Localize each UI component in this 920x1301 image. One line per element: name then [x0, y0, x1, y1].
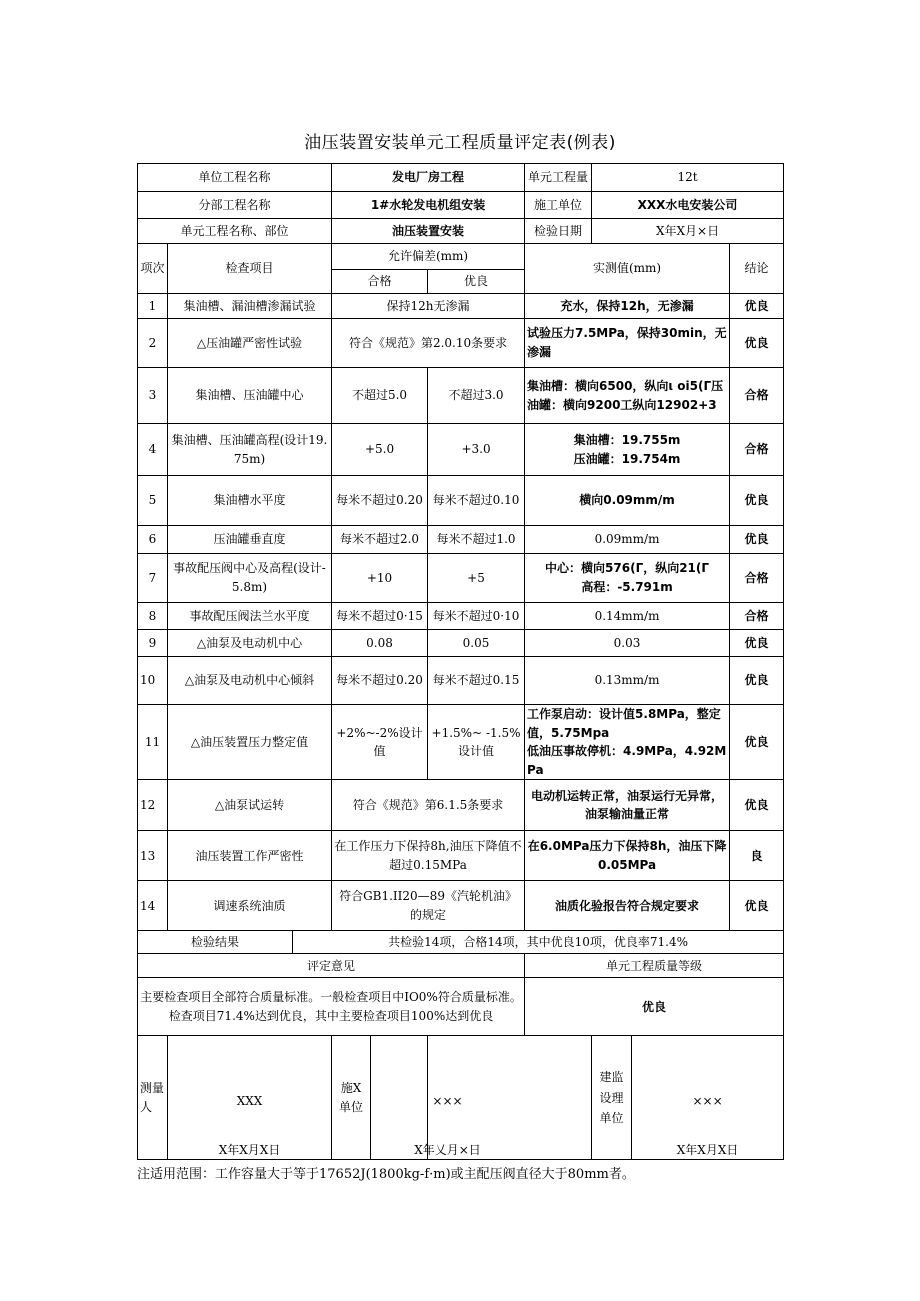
builder-block [332, 1036, 481, 1160]
element-name-label: 单元工程名称、部位 [138, 219, 332, 244]
row-spec: 在工作压力下保持8h,油压下降值不超过0.15MPa [332, 831, 525, 881]
table-row [138, 705, 784, 780]
row-excellent: 每米不超过1.0 [428, 526, 525, 554]
row-measured: 0.13mm/m [525, 657, 730, 705]
row-measured: 横向0.09mm/m [525, 476, 730, 526]
evaluation-text [138, 978, 525, 1036]
row-qualified: 不超过5.0 [332, 368, 428, 424]
builder-label [332, 1036, 371, 1159]
row-measured: 油质化验报告符合规定要求 [525, 881, 730, 931]
contractor-value: XXX水电安装公司 [592, 192, 784, 219]
supervisor-name: ××× [692, 1094, 723, 1109]
row-qualified: 每米不超过2.0 [332, 526, 428, 554]
row-no: 9 [138, 630, 168, 657]
row-qualified: 0.08 [332, 630, 428, 657]
row-no: 3 [138, 368, 168, 424]
row-measured: 电动机运转正常，油泵运行无异常，油泵输油量正常 [525, 780, 730, 831]
row-excellent: 不超过3.0 [428, 368, 525, 424]
row-spec: 符合《规范》第6.1.5条要求 [332, 780, 525, 831]
row-item: △油压装置压力整定值 [168, 705, 332, 780]
evaluation-line: 检查项目71.4%达到优良，其中主要检查项目100%达到优良 [168, 1008, 494, 1023]
row-measured: 0.09mm/m [525, 526, 730, 554]
row-measured-line: 中心：横向576(Γ，纵向21(Γ [545, 561, 710, 576]
col-qualified-header: 合格 [332, 270, 428, 294]
result-label: 检验结果 [138, 931, 293, 954]
table-row [138, 603, 784, 630]
builder-name: ××× [432, 1094, 463, 1109]
row-qualified: 每米不超过0.20 [332, 657, 428, 705]
row-measured: 0.03 [525, 630, 730, 657]
row-measured-line: 工作泵启动：设计值5.8MPa，整定值，5.75Mpa [527, 707, 721, 740]
row-result: 合格 [730, 603, 784, 630]
grade-value: 优良 [525, 978, 784, 1036]
element-qty-label: 单元工程量 [525, 164, 592, 192]
element-name-value: 油压装置安装 [332, 219, 525, 244]
row-excellent: 每米不超过0.10 [428, 476, 525, 526]
row-result: 合格 [730, 554, 784, 603]
contractor-label: 施工单位 [525, 192, 592, 219]
builder-label-line: 施X [340, 1081, 362, 1096]
row-no: 12 [138, 780, 168, 831]
row-measured [525, 705, 730, 780]
col-conclusion-header: 结论 [730, 244, 784, 294]
surveyor-cell [168, 1036, 332, 1160]
row-no: 8 [138, 603, 168, 630]
quality-assessment-table [137, 163, 784, 1160]
element-qty-value: 12t [592, 164, 784, 192]
table-row [138, 554, 784, 603]
row-no: 5 [138, 476, 168, 526]
row-item: 集油槽、漏油槽渗漏试验 [168, 294, 332, 319]
supervisor-label: 建监设理单位 [592, 1036, 632, 1159]
row-result: 优良 [730, 705, 784, 780]
surveyor-label: 测量人 [138, 1036, 168, 1160]
row-item: △油泵及电动机中心 [168, 630, 332, 657]
col-item-header: 检查项目 [168, 244, 332, 294]
table-row [138, 630, 784, 657]
unit-project-value: 发电厂房工程 [332, 164, 525, 192]
row-excellent: 每米不超过0·10 [428, 603, 525, 630]
row-no: 11 [138, 705, 168, 780]
row-measured: 充水，保持12h，无渗漏 [525, 294, 730, 319]
row-no: 1 [138, 294, 168, 319]
table-row [138, 319, 784, 368]
row-qualified: +10 [332, 554, 428, 603]
division-label: 分部工程名称 [138, 192, 332, 219]
row-item: 集油槽、压油罐中心 [168, 368, 332, 424]
footnote: 注适用范围：工作容量大于等于17652J(1800kg-f·m)或主配压阀直径大于80mm者。 [137, 1167, 635, 1182]
row-qualified: 每米不超过0·15 [332, 603, 428, 630]
row-item: 事故配压阀中心及高程(设计-5.8m) [168, 554, 332, 603]
page-title: 油压装置安装单元工程质量评定表(例表) [304, 133, 616, 153]
builder-label-line: 单位 [339, 1099, 364, 1114]
row-excellent: +3.0 [428, 424, 525, 476]
row-measured: 0.14mm/m [525, 603, 730, 630]
row-result: 优良 [730, 657, 784, 705]
row-excellent: 0.05 [428, 630, 525, 657]
grade-label: 单元工程质量等级 [525, 954, 784, 978]
row-item: 集油槽、压油罐高程(设计19.75m) [168, 424, 332, 476]
row-no: 10 [138, 657, 168, 705]
row-item: 集油槽水平度 [168, 476, 332, 526]
row-item: 事故配压阀法兰水平度 [168, 603, 332, 630]
col-measured-header: 实测值(mm) [525, 244, 730, 294]
row-item: △油泵及电动机中心倾斜 [168, 657, 332, 705]
table-row [138, 657, 784, 705]
table-row [138, 368, 784, 424]
row-measured-line: 高程：-5.791m [581, 580, 673, 594]
row-excellent: +1.5%~ -1.5%设计值 [428, 705, 525, 780]
inspection-date-value: X年X月×日 [592, 219, 784, 244]
evaluation-label: 评定意见 [138, 954, 525, 978]
table-row [138, 881, 784, 931]
row-result: 优良 [730, 526, 784, 554]
row-measured-line: 低油压事故停机：4.9MPa，4.92MPa [527, 744, 727, 777]
row-measured: 集油槽：横向6500，纵向ι oi5(Γ压油罐：横向9200工纵向12902+3 [525, 368, 730, 424]
row-no: 7 [138, 554, 168, 603]
row-result: 优良 [730, 294, 784, 319]
row-item: 油压装置工作严密性 [168, 831, 332, 881]
row-result: 优良 [730, 630, 784, 657]
row-no: 2 [138, 319, 168, 368]
row-spec: 保持12h无渗漏 [332, 294, 525, 319]
table-row [138, 294, 784, 319]
row-qualified: +2%~-2%设计值 [332, 705, 428, 780]
row-result: 合格 [730, 424, 784, 476]
row-spec: 符合《规范》第2.0.10条要求 [332, 319, 525, 368]
row-measured [525, 554, 730, 603]
supervisor-block [592, 1036, 784, 1160]
col-excellent-header: 优良 [428, 270, 525, 294]
row-measured-line: 压油罐：19.754m [573, 451, 681, 466]
row-excellent: +5 [428, 554, 525, 603]
table-row [138, 476, 784, 526]
table-row [138, 424, 784, 476]
row-spec: 符合GB1.II20—89《汽轮机油》的规定 [332, 881, 525, 931]
row-no: 14 [138, 881, 168, 931]
row-no: 13 [138, 831, 168, 881]
unit-project-label: 单位工程名称 [138, 164, 332, 192]
division-value: 1#水轮发电机组安装 [332, 192, 525, 219]
row-result: 优良 [730, 476, 784, 526]
row-measured: 试验压力7.5MPa，保持30min，无渗漏 [525, 319, 730, 368]
result-text: 共检验14项，合格14项，其中优良10项，优良率71.4% [293, 931, 784, 954]
row-item: △压油罐严密性试验 [168, 319, 332, 368]
surveyor-date: X年X月X日 [218, 1142, 281, 1157]
row-item: △油泵试运转 [168, 780, 332, 831]
row-result: 优良 [730, 780, 784, 831]
row-item: 调速系统油质 [168, 881, 332, 931]
builder-date: X年乂月×日 [414, 1142, 481, 1157]
col-tolerance-header: 允许偏差(mm) [332, 244, 525, 270]
table-row [138, 780, 784, 831]
row-excellent: 每米不超过0.15 [428, 657, 525, 705]
evaluation-line: 主要检查项目全部符合质量标准。一般检查项目中IO0%符合质量标准。 [140, 990, 522, 1005]
row-qualified: +5.0 [332, 424, 428, 476]
table-row [138, 831, 784, 881]
row-qualified: 每米不超过0.20 [332, 476, 428, 526]
row-no: 6 [138, 526, 168, 554]
row-measured [525, 424, 730, 476]
row-result: 合格 [730, 368, 784, 424]
supervisor-date: X年X月X日 [676, 1142, 739, 1157]
row-no: 4 [138, 424, 168, 476]
row-measured: 在6.0MPa压力下保持8h，油压下降0.05MPa [525, 831, 730, 881]
surveyor-name: XXX [236, 1094, 263, 1109]
col-no-header: 项次 [138, 244, 168, 294]
table-row [138, 526, 784, 554]
row-result: 优良 [730, 319, 784, 368]
row-result: 优良 [730, 881, 784, 931]
row-measured-line: 集油槽：19.755m [573, 432, 681, 447]
row-item: 压油罐垂直度 [168, 526, 332, 554]
inspection-date-label: 检验日期 [525, 219, 592, 244]
row-result: 良 [730, 831, 784, 881]
